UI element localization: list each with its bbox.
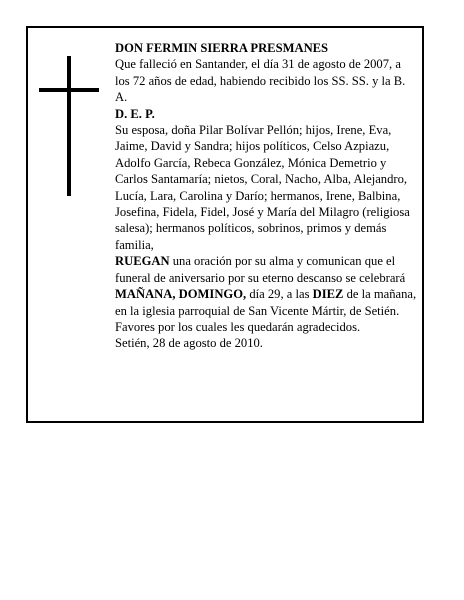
cross-icon <box>39 56 99 196</box>
request-day: MAÑANA, DOMINGO, <box>115 287 247 302</box>
deceased-name: DON FERMIN SIERRA PRESMANES <box>115 41 329 55</box>
cross-vertical-bar <box>67 56 71 196</box>
rip-line: D. E. P. <box>115 106 155 121</box>
cross-horizontal-bar <box>39 88 99 92</box>
request-text-1: una oración por su alma y comunican que el funeral de aniversario por su eterno descanso se celebrará <box>115 254 406 285</box>
place-date: Setién, 28 de agosto de 2010. <box>115 336 263 351</box>
request-verb: RUEGAN <box>115 254 170 269</box>
obituary-notice <box>26 26 424 423</box>
family-list: Su esposa, doña Pilar Bolívar Pellón; hijos, Irene, Eva, Jaime, David y Sandra; hijos políticos, Celso Azpiazu, Adolfo García, Rebeca González, Mónica Demetrio y Carlos Santamaría; nietos, Coral, Nacho, Alba, Alejandro, Lucía, Lara, Carolina y Darío; hermanos, Irene, Balbina, Josefina, Fidela, Fidel, José y María del Milagro (religiosa salesa); hermanos políticos, sobrinos, primos y demás familia, <box>115 123 410 252</box>
funeral-request <box>115 253 417 335</box>
request-text-2: día 29, a las <box>246 287 313 302</box>
death-info: Que falleció en Santander, el día 31 de agosto de 2007, a los 72 años de edad, habiendo recibido los SS. SS. y la B. A. <box>115 57 406 105</box>
notice-text <box>115 40 417 352</box>
request-text-3: de la mañana, en la iglesia parroquial de San Vicente Mártir, de Setién. Favores por los cuales les quedarán agradecidos. <box>115 287 417 334</box>
request-hour: DIEZ <box>312 287 344 302</box>
